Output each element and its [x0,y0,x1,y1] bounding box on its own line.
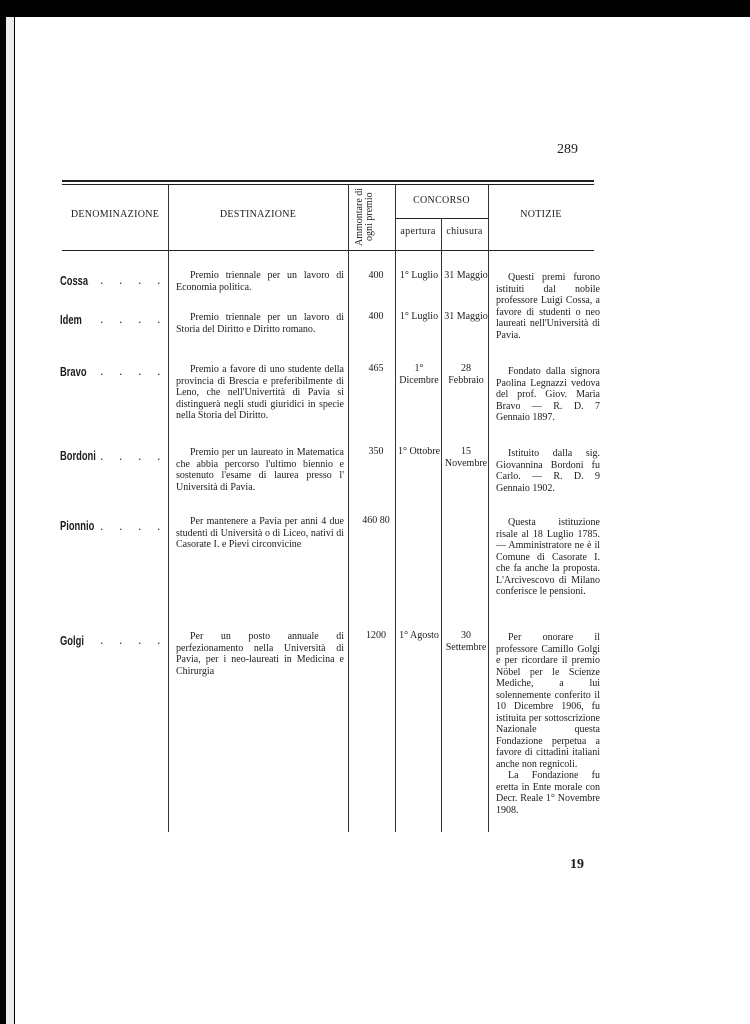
table-top-rule-thin [62,184,594,185]
row-notizie-cossa [496,272,600,341]
row-name-bravo: Bravo [60,364,87,379]
row-ammontare-bordoni: 350 [368,446,384,457]
note-paragraph: Per onorare il professore Camillo Golgi e per ricordare il premio Nöbel per le Scienze Mediche, a lui solennemente conferito il 10 Dicembre 1906, fu istituita per sottoscrizione Nazionale questa Fondazione perpetua a favore di cittadini italiani anche non regnicoli. [496,632,600,770]
table-top-rule [62,180,594,182]
row-name-bordoni: Bordoni [60,448,96,463]
header-chiusura: chiusura [446,226,483,237]
header-destinazione: DESTINAZIONE [219,209,297,220]
note-paragraph: Questi premi furono istituiti dal nobile professore Luigi Cossa, a favore di studenti o neo laureati nell'Università di Pavia. [496,272,600,341]
row-ammontare-cossa: 400 [368,270,384,281]
header-bottom-rule [62,250,594,251]
col-divider-1 [168,185,169,832]
note-paragraph: Istituito dalla sig. Giovannina Bordoni fu Carlo. — R. D. 9 Gennaio 1902. [496,448,600,494]
row-name-idem: Idem [60,312,82,327]
row-chiusura-bordoni: 15 Novembre [444,446,488,469]
row-name-cossa: Cossa [60,273,89,288]
page-number-top: 289 [557,142,578,157]
row-chiusura-golgi: 30 Settembre [445,630,487,653]
header-concorso: CONCORSO [413,195,470,206]
row-leader-dots: . . . . [100,365,167,378]
row-apertura-idem: 1° Luglio [399,311,439,322]
row-name-pionnio: Pionnio [60,518,95,533]
row-ammontare-idem: 400 [368,311,384,322]
row-notizie-pionnio [496,517,600,598]
scan-left-margin [6,17,14,1024]
row-name-golgi: Golgi [60,633,84,648]
col-divider-5 [488,185,489,832]
header-ammontare: Ammontare di ogni premio [354,187,375,247]
row-leader-dots: . . . . [100,274,167,287]
row-destinazione-bordoni: Premio per un laureato in Matematica che abbia percorso l'ultimo biennio e sostenuto l'esame di laurea presso l' Università di Pavia. [176,447,344,493]
row-ammontare-bravo: 465 [368,363,384,374]
row-notizie-bravo [496,366,600,424]
row-notizie-bordoni [496,448,600,494]
note-paragraph: La Fondazione fu eretta in Ente morale con Decr. Reale 1° Novembre 1908. [496,770,600,816]
row-apertura-cossa: 1° Luglio [399,270,439,281]
row-apertura-golgi: 1° Agosto [399,630,439,641]
row-apertura-bordoni: 1° Ottobre [397,446,441,457]
row-chiusura-idem: 31 Maggio [444,311,488,322]
row-leader-dots: . . . . [100,313,167,326]
header-denominazione: DENOMINAZIONE [70,209,160,220]
scan-top-border [0,0,750,17]
row-destinazione-pionnio: Per mantenere a Pavia per anni 4 due studenti di Università o di Liceo, nativi di Casorate I. e Pievi circonvicine [176,516,344,550]
row-apertura-bravo: 1° Dicembre [399,363,439,386]
row-destinazione-cossa: Premio triennale per un lavoro di Economia politica. [176,270,344,293]
row-chiusura-cossa: 31 Maggio [444,270,488,281]
row-leader-dots: . . . . [100,520,167,533]
col-divider-3 [395,185,396,832]
row-destinazione-idem: Premio triennale per un lavoro di Storia del Diritto e Diritto romano. [176,312,344,335]
row-leader-dots: . . . . [100,634,167,647]
row-notizie-golgi [496,632,600,816]
row-ammontare-golgi: 1200 [366,630,386,641]
row-ammontare-pionnio: 460 80 [362,515,390,526]
header-apertura: apertura [400,226,436,237]
row-leader-dots: . . . . [100,450,167,463]
row-chiusura-bravo: 28 Febbraio [448,363,484,386]
header-notizie: NOTIZIE [520,209,562,220]
note-paragraph: Questa istituzione risale al 18 Luglio 1785. — Amministratore ne è il Comune di Casorate I. che fa anche la proposta. L'Arcivescovo di Milano conferisce le pensioni. [496,517,600,597]
row-destinazione-golgi: Per un posto annuale di perfezionamento nella Università di Pavia, per i neo-laureati in Medicina e Chirurgia [176,631,344,677]
col-divider-2 [348,185,349,832]
row-destinazione-bravo: Premio a favore di uno studente della provincia di Brescia e preferibilmente di Leno, che nell'Univertità di Pavia si distinguerà negli studi giuridici in specie nella Storia del Diritto. [176,364,344,421]
note-paragraph: Fondato dalla signora Paolina Legnazzi vedova del prof. Giov. Maria Bravo — R. D. 7 Gennaio 1897. [496,366,600,423]
page-number-bottom: 19 [570,857,584,872]
